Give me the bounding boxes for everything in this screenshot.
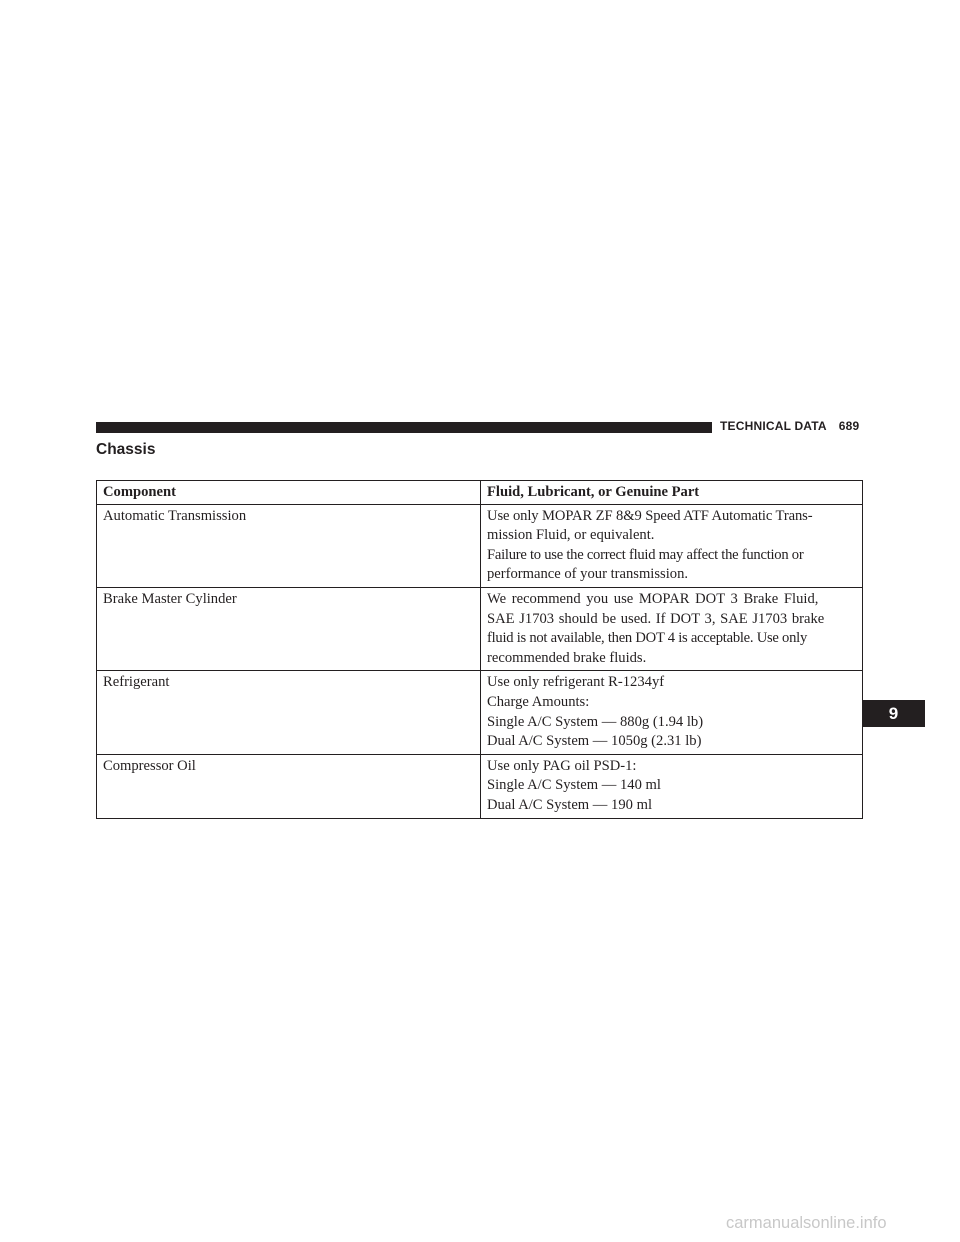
table-header-row [97, 481, 863, 505]
running-header [720, 419, 859, 433]
fluid-cell [481, 504, 863, 587]
fluid-line: Dual A/C System — 1050g (2.31 lb) [487, 733, 702, 750]
table-row [97, 754, 863, 818]
header-rule [96, 422, 712, 433]
header-section-label: TECHNICAL DATA [720, 419, 827, 433]
fluid-line: Failure to use the correct fluid may affect the function or [487, 546, 804, 563]
page-number: 689 [838, 419, 860, 433]
fluid-line: mission Fluid, or equivalent. [487, 527, 655, 544]
component-cell: Compressor Oil [97, 754, 481, 818]
component-cell: Refrigerant [97, 671, 481, 754]
fluid-cell [481, 587, 863, 670]
section-title: Chassis [96, 441, 156, 458]
component-cell: Brake Master Cylinder [97, 587, 481, 670]
watermark: carmanualsonline.info [726, 1214, 887, 1232]
fluid-cell [481, 671, 863, 754]
fluids-table [96, 480, 863, 819]
fluid-line: recommended brake fluids. [487, 649, 647, 666]
fluid-line: fluid is not available, then DOT 4 is acceptable. Use only [487, 630, 807, 647]
fluid-line: SAE J1703 should be used. If DOT 3, SAE J1703 brake [487, 610, 825, 627]
column-header-component: Component [97, 481, 481, 505]
fluid-line: Single A/C System — 140 ml [487, 777, 661, 794]
fluid-cell [481, 754, 863, 818]
fluid-line: Use only refrigerant R-1234yf [487, 674, 665, 691]
table-row [97, 504, 863, 587]
fluid-line: Charge Amounts: [487, 693, 590, 710]
component-cell: Automatic Transmission [97, 504, 481, 587]
table-row [97, 587, 863, 670]
fluid-line: performance of your transmission. [487, 566, 689, 583]
fluid-line: We recommend you use MOPAR DOT 3 Brake Fluid, [487, 590, 819, 607]
chapter-tab: 9 [862, 700, 925, 727]
fluid-line: Use only MOPAR ZF 8&9 Speed ATF Automatic Trans- [487, 507, 813, 524]
table-row [97, 671, 863, 754]
fluid-line: Single A/C System — 880g (1.94 lb) [487, 713, 704, 730]
column-header-fluid: Fluid, Lubricant, or Genuine Part [481, 481, 863, 505]
fluid-line: Dual A/C System — 190 ml [487, 796, 652, 813]
fluid-line: Use only PAG oil PSD-1: [487, 757, 637, 774]
